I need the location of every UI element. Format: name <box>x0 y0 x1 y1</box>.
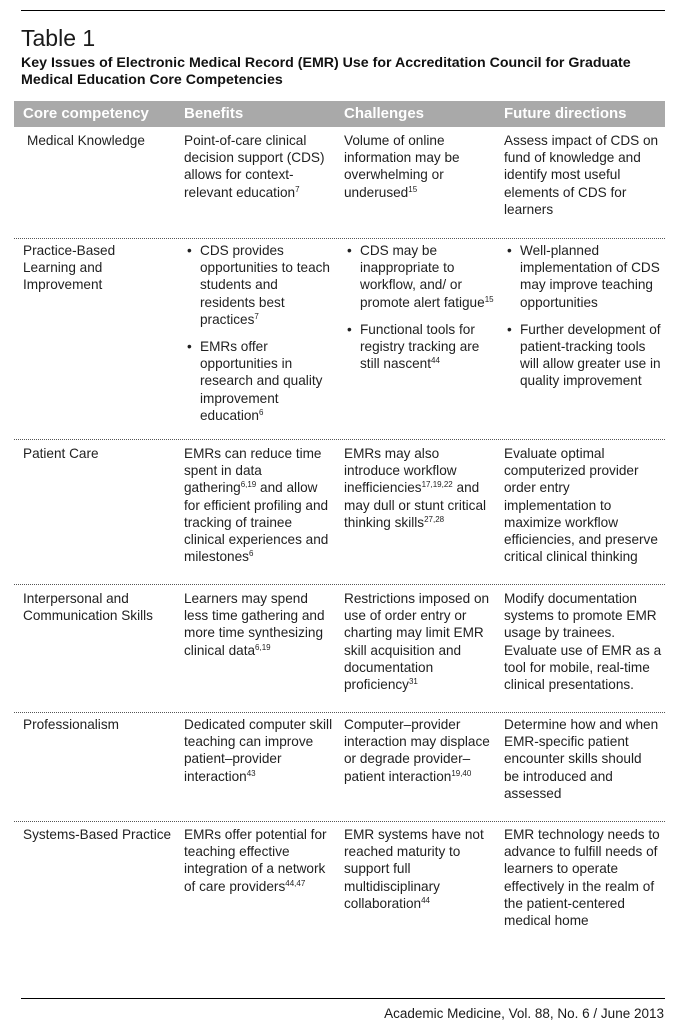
citation: 15 <box>408 184 418 194</box>
citation: 7 <box>295 184 300 194</box>
benefits-cell <box>184 242 336 434</box>
table-title: Key Issues of Electronic Medical Record (EMR) Use for Accreditation Council for Graduate Medical Education Core Competencies <box>21 55 631 88</box>
competency-cell: Practice-Based Learning and Improvement <box>23 243 116 293</box>
challenges-cell <box>344 132 494 201</box>
challenges-cell: EMRs may also introduce workflow inefficiencies$^{17,19,22}$ and may dull or stunt critical thinking skills$^{27,28}$ <box>344 446 487 530</box>
column-header-benefits: Benefits <box>184 105 244 122</box>
row-divider <box>14 238 665 239</box>
challenges-cell: EMR systems have not reached maturity to support full multidisciplinary collaboration$^{44}$ <box>344 827 484 911</box>
competency-cell: Professionalism <box>23 717 119 732</box>
challenges-cell: Restrictions imposed on use of order entry or charting may limit EMR skill acquisition and documentation proficiency$^{31}$ <box>344 591 490 693</box>
benefits-cell <box>184 132 336 201</box>
list-item: • Further development of patient-tracking tools will allow greater use in quality improvement <box>504 321 662 390</box>
row-divider <box>14 584 665 585</box>
challenges-text: Volume of online information may be overwhelming or underused <box>344 133 460 200</box>
competency-cell: Systems-Based Practice <box>23 827 172 842</box>
competency-cell: Medical Knowledge <box>27 133 145 148</box>
list-item: • Functional tools for registry tracking are still nascent$^{44}$ <box>344 321 496 373</box>
column-header-challenges: Challenges <box>344 105 425 122</box>
benefits-cell: Learners may spend less time gathering and more time synthesizing clinical data$^{6,19}$ <box>184 591 325 658</box>
bottom-rule <box>21 998 665 999</box>
table-label: Table 1 <box>21 25 96 51</box>
future-cell: Modify documentation systems to promote EMR usage by trainees. Evaluate use of EMR as a tool for mobile, real-time clinical presentations. <box>504 591 662 693</box>
list-item: • EMRs offer opportunities in research and quality improvement education$^6$ <box>184 338 336 424</box>
challenges-list <box>344 242 496 372</box>
benefits-cell: EMRs can reduce time spent in data gathering$^{6,19}$ and allow for efficient profiling and tracking of trainee clinical experiences and milestones$^6$ <box>184 446 329 565</box>
list-item: • CDS provides opportunities to teach students and residents best practices$^7$ <box>184 242 336 328</box>
list-item: • CDS may be inappropriate to workflow, and/ or promote alert fatigue$^{15}$ <box>344 242 496 311</box>
row-divider <box>14 439 665 440</box>
row-divider <box>14 712 665 713</box>
future-list <box>504 242 662 390</box>
column-header-core-competency: Core competency <box>23 105 149 122</box>
future-cell: EMR technology needs to advance to fulfill needs of learners to operate effectively in the realm of the patient-centered medical home <box>504 827 660 929</box>
future-cell: Evaluate optimal computerized provider order entry implementation to maximize workflow efficiencies, and preserve critical clinical thinking <box>504 446 658 565</box>
competency-cell: Patient Care <box>23 446 99 461</box>
benefits-text: Point-of-care clinical decision support (CDS) allows for context-relevant education <box>184 133 325 200</box>
journal-footer: Academic Medicine, Vol. 88, No. 6 / June 2013 <box>384 1006 664 1021</box>
challenges-cell <box>344 242 496 382</box>
future-cell: Determine how and when EMR-specific patient encounter skills should be introduced and assessed <box>504 717 659 801</box>
column-header-future-directions: Future directions <box>504 105 627 122</box>
top-rule <box>21 10 665 11</box>
future-cell <box>504 242 662 400</box>
benefits-cell: EMRs offer potential for teaching effective integration of a network of care providers$^{44,47}$ <box>184 827 327 894</box>
benefits-cell: Dedicated computer skill teaching can improve patient–provider interaction$^{43}$ <box>184 717 333 784</box>
list-item: • Well-planned implementation of CDS may improve teaching opportunities <box>504 242 662 311</box>
benefits-list <box>184 242 336 424</box>
future-cell: Assess impact of CDS on fund of knowledge and identify most useful elements of CDS for learners <box>504 133 659 217</box>
challenges-cell: Computer–provider interaction may displace or degrade provider–patient interaction$^{19,40}$ <box>344 717 490 784</box>
table-header <box>14 101 665 127</box>
row-divider <box>14 821 665 822</box>
competency-cell: Interpersonal and Communication Skills <box>23 591 153 624</box>
